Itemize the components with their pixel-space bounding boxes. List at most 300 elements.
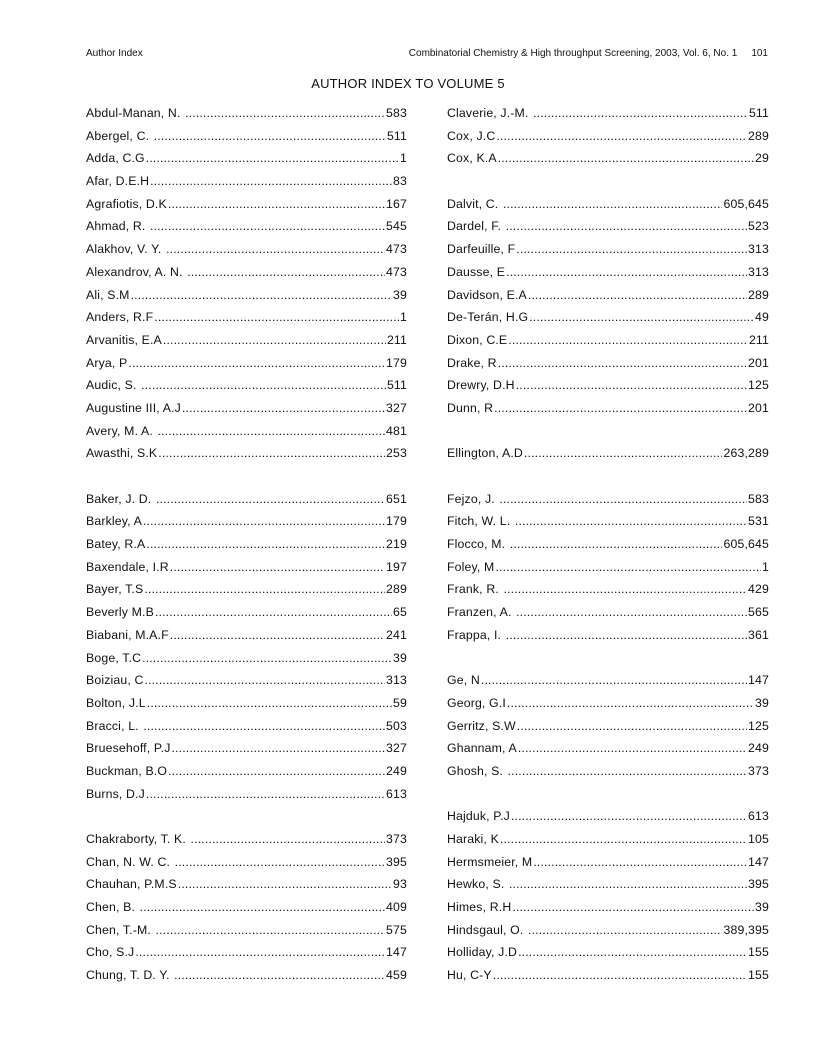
dot-leader: [146, 535, 385, 558]
running-header-section: Author Index: [86, 48, 143, 59]
index-spacer: [447, 467, 769, 490]
dot-leader: [166, 240, 385, 263]
author-name: Bruesehoff, P.J: [86, 741, 171, 756]
page-numbers: 605,645: [723, 537, 769, 552]
dot-leader: [528, 921, 722, 944]
dot-leader: [185, 104, 385, 127]
index-entry: [86, 580, 407, 603]
index-spacer: [447, 649, 769, 672]
page-numbers: 211: [386, 332, 407, 347]
index-entry: [86, 535, 407, 558]
page-numbers: 531: [748, 514, 769, 529]
author-name: Chen, T.-M.: [86, 922, 155, 937]
author-name: Cox, J.C: [447, 128, 496, 143]
index-entry: [447, 898, 769, 921]
author-name: Frappa, I.: [447, 627, 505, 642]
index-entry: [86, 127, 407, 150]
dot-leader: [508, 331, 748, 354]
dot-leader: [518, 739, 747, 762]
dot-leader: [174, 966, 385, 989]
index-entry: [447, 308, 769, 331]
dot-leader: [529, 308, 754, 331]
page-numbers: 93: [393, 877, 407, 892]
dot-leader: [448, 649, 768, 672]
page-numbers: 147: [386, 945, 407, 960]
index-entry: [447, 807, 769, 830]
index-entry: [86, 943, 407, 966]
author-name: Afar, D.E.H: [86, 174, 150, 189]
author-name: Bayer, T.S: [86, 582, 144, 597]
author-name: Chung, T. D. Y.: [86, 968, 174, 983]
author-name: Alexandrov, A. N.: [86, 264, 187, 279]
page-numbers: 201: [748, 355, 769, 370]
index-entry: [86, 195, 407, 218]
index-spacer: [447, 172, 769, 195]
author-name: Frank, R.: [447, 582, 503, 597]
page-numbers: 473: [386, 242, 407, 257]
page-numbers: 503: [386, 718, 407, 733]
page-numbers: 289: [386, 582, 407, 597]
dot-leader: [517, 717, 747, 740]
page-numbers: 39: [755, 900, 769, 915]
dot-leader: [168, 762, 385, 785]
dot-leader: [518, 943, 747, 966]
dot-leader: [154, 308, 399, 331]
page-numbers: 613: [748, 809, 769, 824]
author-name: Hu, C-Y: [447, 968, 492, 983]
index-entry: [86, 626, 407, 649]
index-entry: [86, 717, 407, 740]
dot-leader: [498, 149, 754, 172]
dot-leader: [87, 807, 406, 830]
dot-leader: [158, 422, 386, 445]
index-entry: [86, 331, 407, 354]
index-entry: [447, 263, 769, 286]
page-numbers: 147: [748, 673, 769, 688]
author-name: Arvanitis, E.A: [86, 332, 162, 347]
author-name: Chen, B.: [86, 900, 139, 915]
page-numbers: 197: [386, 559, 407, 574]
author-name: Franzen, A.: [447, 605, 516, 620]
page-numbers: 253: [386, 446, 407, 461]
author-name: Flocco, M.: [447, 537, 509, 552]
page-numbers: 373: [386, 832, 407, 846]
author-name: Batey, R.A: [86, 537, 146, 552]
author-name: Holliday, J.D: [447, 945, 518, 960]
dot-leader: [448, 785, 768, 808]
author-name: Dausse, E: [447, 264, 506, 279]
dot-leader: [150, 217, 385, 240]
author-name: Abergel, C.: [86, 128, 153, 143]
page-numbers: 49: [755, 310, 769, 325]
author-name: Ge, N: [447, 673, 480, 688]
dot-leader: [175, 853, 385, 876]
page-numbers: 1: [400, 310, 407, 325]
dot-leader: [507, 694, 754, 717]
dot-leader: [495, 558, 761, 581]
author-name: Boiziau, C: [86, 673, 144, 688]
page-numbers: 65: [393, 605, 407, 620]
index-entry: [447, 354, 769, 377]
index-entry: [86, 762, 407, 785]
index-entry: [86, 671, 407, 694]
author-name: Abdul-Manan, N.: [86, 106, 185, 120]
dot-leader: [499, 490, 747, 513]
index-column-left: [86, 104, 407, 989]
dot-leader: [510, 535, 723, 558]
dot-leader: [147, 694, 392, 717]
author-name: Beverly M.B: [86, 605, 154, 620]
page-numbers: 575: [386, 922, 407, 937]
page-numbers: 155: [748, 968, 769, 983]
dot-leader: [448, 172, 768, 195]
page-numbers: 211: [748, 332, 769, 347]
dot-leader: [143, 717, 385, 740]
dot-leader: [163, 331, 386, 354]
page-numbers: 83: [393, 174, 407, 189]
index-entry: [447, 195, 769, 218]
page-numbers: 613: [386, 786, 407, 801]
index-entry: [447, 535, 769, 558]
author-name: Boge, T.C: [86, 650, 142, 665]
dot-leader: [170, 626, 385, 649]
author-name: Bolton, J.L: [86, 695, 146, 710]
page-numbers: 1: [762, 559, 769, 574]
journal-citation: Combinatorial Chemistry & High throughput Screening, 2003, Vol. 6, No. 1: [408, 48, 738, 59]
page-numbers: 241: [386, 627, 407, 642]
dot-leader: [503, 195, 723, 218]
index-spacer: [447, 785, 769, 808]
dot-leader: [516, 376, 747, 399]
page-numbers: 263,289: [723, 446, 769, 461]
index-entry: [447, 603, 769, 626]
dot-leader: [135, 943, 385, 966]
dot-leader: [533, 104, 748, 127]
dot-leader: [140, 898, 385, 921]
page-numbers: 147: [748, 854, 769, 869]
index-entry: [86, 785, 407, 808]
index-entry: [86, 308, 407, 331]
index-entry: [86, 898, 407, 921]
page-numbers: 429: [748, 582, 769, 597]
page-numbers: 29: [755, 151, 769, 166]
author-name: Alakhov, V. Y.: [86, 242, 166, 257]
author-name: Audic, S.: [86, 378, 141, 393]
page-numbers: 545: [386, 219, 407, 234]
author-name: Dunn, R: [447, 400, 494, 415]
author-name: Ali, S.M: [86, 287, 130, 302]
index-entry: [447, 127, 769, 150]
index-entry: [447, 240, 769, 263]
author-name: Barkley, A: [86, 514, 142, 529]
dot-leader: [146, 149, 399, 172]
index-entry: [86, 217, 407, 240]
page-numbers: 313: [748, 242, 769, 257]
author-name: Hewko, S.: [447, 877, 508, 892]
index-entry: [86, 286, 407, 309]
index-spacer: [86, 467, 407, 490]
dot-leader: [145, 671, 385, 694]
author-name: Fejzo, J.: [447, 491, 499, 506]
dot-leader: [509, 875, 747, 898]
index-entry: [86, 263, 407, 286]
page-numbers: 201: [748, 400, 769, 415]
index-entry: [86, 354, 407, 377]
index-entry: [447, 444, 769, 467]
index-column-right: [447, 104, 769, 989]
author-name: Himes, R.H: [447, 900, 512, 915]
author-name: Haraki, K: [447, 832, 499, 846]
author-name: Cho, S.J: [86, 945, 135, 960]
page-numbers: 59: [393, 695, 407, 710]
index-entry: [86, 490, 407, 513]
page-numbers: 511: [748, 106, 769, 120]
author-name: Agrafiotis, D.K: [86, 196, 167, 211]
index-spacer: [86, 807, 407, 830]
index-entry: [86, 444, 407, 467]
page-numbers: 125: [748, 378, 769, 393]
dot-leader: [87, 467, 406, 490]
page-numbers: 249: [748, 741, 769, 756]
author-name: Arya, P: [86, 355, 128, 370]
index-entry: [447, 558, 769, 581]
page-numbers: 523: [748, 219, 769, 234]
dot-leader: [494, 399, 747, 422]
page-numbers: 565: [748, 605, 769, 620]
index-entry: [447, 580, 769, 603]
author-name: Hindsgaul, O.: [447, 922, 528, 937]
dot-leader: [172, 739, 386, 762]
dot-leader: [498, 354, 747, 377]
index-entry: [86, 149, 407, 172]
dot-leader: [516, 603, 747, 626]
author-name: Cox, K.A: [447, 151, 497, 166]
page-numbers: 327: [386, 400, 407, 415]
dot-leader: [506, 217, 747, 240]
dot-leader: [506, 263, 747, 286]
dot-leader: [143, 512, 385, 535]
author-name: Davidson, E.A: [447, 287, 527, 302]
index-entry: [447, 921, 769, 944]
page-numbers: 481: [386, 423, 407, 438]
index-entry: [86, 830, 407, 853]
index-entry: [447, 399, 769, 422]
page-numbers: 39: [393, 650, 407, 665]
author-name: Baxendale, I.R: [86, 559, 169, 574]
dot-leader: [144, 580, 385, 603]
author-name: Augustine III, A.J: [86, 400, 181, 415]
page-numbers: 39: [755, 695, 769, 710]
index-entry: [447, 739, 769, 762]
dot-leader: [187, 263, 385, 286]
author-name: Darfeuille, F: [447, 242, 516, 257]
page-numbers: 327: [386, 741, 407, 756]
author-name: Ghosh, S.: [447, 763, 507, 778]
index-entry: [447, 490, 769, 513]
dot-leader: [493, 966, 747, 989]
author-name: Adda, C.G: [86, 151, 145, 166]
page-numbers: 179: [386, 514, 407, 529]
author-name: Hermsmeier, M: [447, 854, 533, 869]
author-name: Ellington, A.D: [447, 446, 523, 461]
dot-leader: [496, 127, 747, 150]
dot-leader: [150, 172, 392, 195]
author-name: Avery, M. A.: [86, 423, 157, 438]
page-numbers: 179: [386, 355, 407, 370]
author-name: Drake, R: [447, 355, 497, 370]
author-name: Fitch, W. L.: [447, 514, 514, 529]
dot-leader: [191, 830, 385, 853]
index-entry: [447, 331, 769, 354]
page-numbers: 361: [748, 627, 769, 642]
author-name: Foley, M: [447, 559, 495, 574]
page-numbers: 511: [386, 378, 407, 393]
index-entry: [86, 966, 407, 989]
author-name: Dixon, C.E: [447, 332, 508, 347]
page-numbers: 1: [400, 151, 407, 166]
page-numbers: 583: [748, 491, 769, 506]
dot-leader: [511, 807, 747, 830]
index-entry: [447, 104, 769, 127]
page-numbers: 651: [386, 491, 407, 506]
page-numbers: 105: [748, 832, 769, 846]
dot-leader: [508, 762, 747, 785]
author-name: Hajduk, P.J: [447, 809, 510, 824]
index-entry: [86, 649, 407, 672]
dot-leader: [506, 626, 747, 649]
index-entry: [86, 172, 407, 195]
index-entry: [447, 512, 769, 535]
dot-leader: [156, 490, 385, 513]
page-numbers: 125: [748, 718, 769, 733]
author-name: Dalvit, C.: [447, 196, 502, 211]
page-numbers: 409: [386, 900, 407, 915]
dot-leader: [524, 444, 723, 467]
author-name: Buckman, B.O: [86, 763, 168, 778]
running-header-journal: [409, 48, 768, 59]
index-entry: [447, 217, 769, 240]
dot-leader: [516, 240, 747, 263]
index-entry: [447, 671, 769, 694]
page-numbers: 473: [386, 264, 407, 279]
index-entry: [86, 739, 407, 762]
index-entry: [447, 966, 769, 989]
dot-leader: [528, 286, 747, 309]
page-numbers: 289: [748, 287, 769, 302]
page-numbers: 395: [386, 854, 407, 869]
author-name: Baker, J. D.: [86, 491, 155, 506]
index-entry: [447, 853, 769, 876]
index-entry: [447, 717, 769, 740]
dot-leader: [448, 422, 768, 445]
dot-leader: [500, 830, 747, 853]
author-name: Claverie, J.-M.: [447, 106, 533, 120]
dot-leader: [448, 467, 768, 490]
dot-leader: [515, 512, 747, 535]
dot-leader: [146, 785, 385, 808]
author-name: De-Terán, H.G: [447, 310, 529, 325]
dot-leader: [128, 354, 385, 377]
page-numbers: 167: [386, 196, 407, 211]
page-numbers: 39: [393, 287, 407, 302]
index-entry: [86, 422, 407, 445]
page-numbers: 373: [748, 763, 769, 778]
index-entry: [447, 149, 769, 172]
author-name: Chauhan, P.M.S: [86, 877, 177, 892]
dot-leader: [168, 195, 385, 218]
index-entry: [447, 376, 769, 399]
page-number: 101: [751, 48, 768, 59]
dot-leader: [142, 649, 392, 672]
author-name: Chan, N. W. C.: [86, 854, 174, 869]
dot-leader: [178, 875, 392, 898]
page-numbers: 583: [386, 106, 407, 120]
page-numbers: 389,395: [723, 922, 769, 937]
page-numbers: 511: [386, 128, 407, 143]
dot-leader: [155, 603, 392, 626]
dot-leader: [512, 898, 754, 921]
author-name: Dardel, F.: [447, 219, 505, 234]
dot-leader: [141, 376, 386, 399]
author-name: Ahmad, R.: [86, 219, 150, 234]
dot-leader: [156, 921, 385, 944]
index-entry: [447, 286, 769, 309]
page-numbers: 219: [386, 537, 407, 552]
page-numbers: 289: [748, 128, 769, 143]
dot-leader: [481, 671, 747, 694]
index-entry: [86, 853, 407, 876]
page-numbers: 313: [748, 264, 769, 279]
author-name: Drewry, D.H: [447, 378, 515, 393]
page-numbers: 155: [748, 945, 769, 960]
index-entry: [86, 875, 407, 898]
dot-leader: [170, 558, 385, 581]
index-entry: [447, 626, 769, 649]
index-entry: [86, 921, 407, 944]
page-numbers: 249: [386, 763, 407, 778]
dot-leader: [158, 444, 385, 467]
index-entry: [447, 943, 769, 966]
page-numbers: 313: [386, 673, 407, 688]
dot-leader: [533, 853, 747, 876]
index-entry: [447, 694, 769, 717]
index-entry: [447, 762, 769, 785]
dot-leader: [154, 127, 386, 150]
page-numbers: 395: [748, 877, 769, 892]
author-name: Burns, D.J: [86, 786, 145, 801]
author-name: Anders, R.F: [86, 310, 154, 325]
page-numbers: 459: [386, 968, 407, 983]
author-name: Chakraborty, T. K.: [86, 832, 190, 846]
author-name: Bracci, L.: [86, 718, 143, 733]
author-name: Ghannam, A: [447, 741, 517, 756]
page-numbers: 605,645: [723, 196, 769, 211]
index-entry: [86, 558, 407, 581]
index-entry: [86, 104, 407, 127]
author-name: Georg, G.I: [447, 695, 506, 710]
author-name: Biabani, M.A.F: [86, 627, 169, 642]
index-entry: [86, 240, 407, 263]
page-title: AUTHOR INDEX TO VOLUME 5: [311, 76, 505, 91]
index-entry: [86, 376, 407, 399]
dot-leader: [182, 399, 385, 422]
author-name: Gerritz, S.W: [447, 718, 516, 733]
index-entry: [447, 830, 769, 853]
index-entry: [86, 512, 407, 535]
index-entry: [447, 875, 769, 898]
dot-leader: [503, 580, 747, 603]
author-name: Awasthi, S.K: [86, 446, 158, 461]
